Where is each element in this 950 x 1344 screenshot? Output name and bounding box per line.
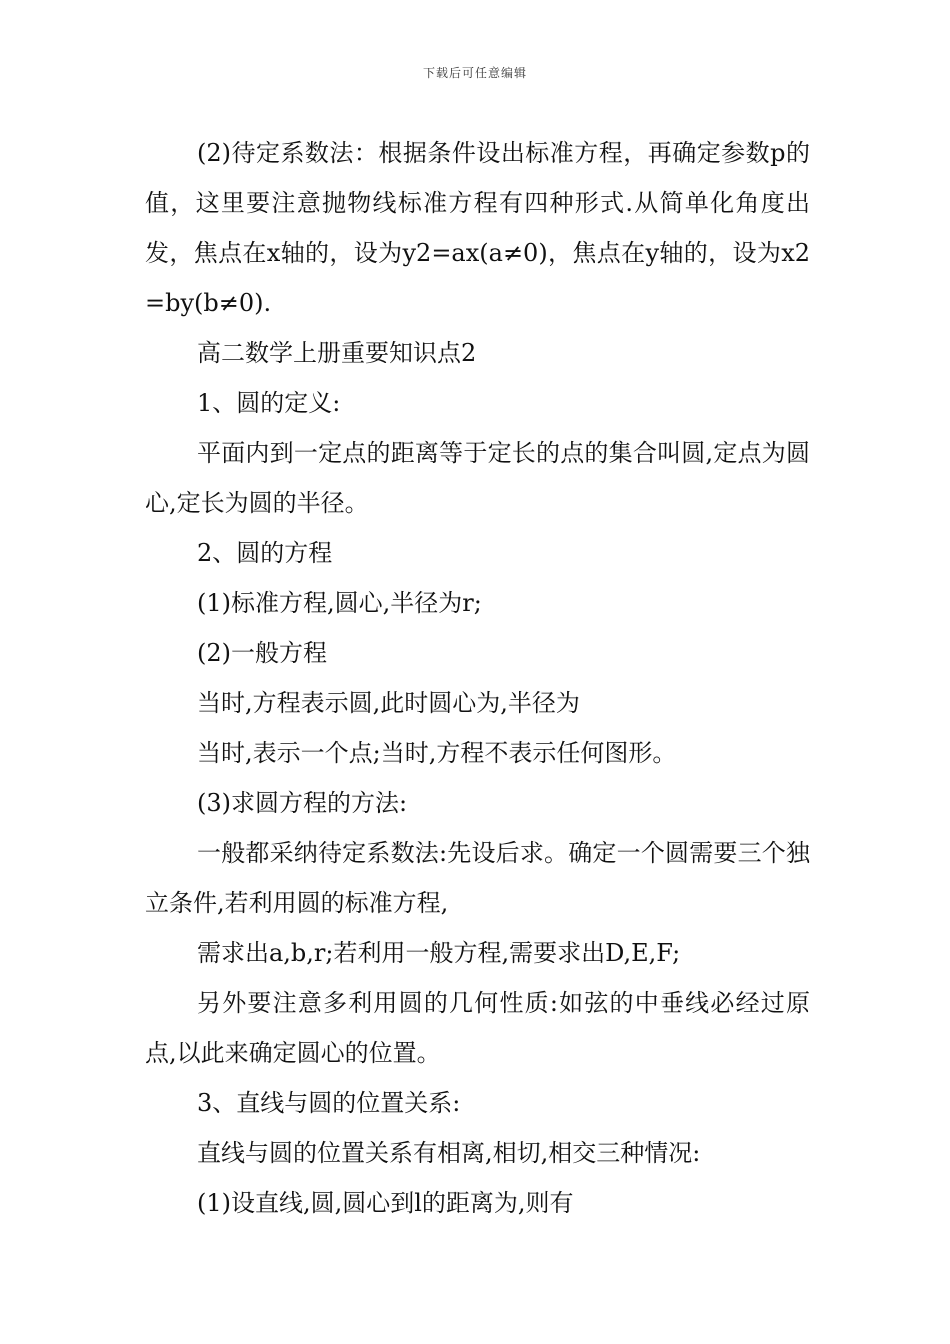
paragraph-general-case-point: 当时,表示一个点;当时,方程不表示任何图形。 — [197, 739, 677, 767]
heading-method: (3)求圆方程的方法: — [197, 789, 408, 817]
heading-line-circle-relation: 3、直线与圆的位置关系: — [197, 1089, 461, 1117]
paragraph-method-undetermined-coefficients: (2)待定系数法：根据条件设出标准方程，再确定参数p的值，这里要注意抛物线标准方程有四种形式.从简单化角度出发，焦点在x轴的，设为y2=ax(a≠0)，焦点在y轴的，设为x2=by(b≠0). — [145, 139, 810, 317]
paragraph-distance-condition: (1)设直线,圆,圆心到l的距离为,则有 — [197, 1189, 574, 1217]
paragraph-circle-definition: 平面内到一定点的距离等于定长的点的集合叫圆,定点为圆心,定长为圆的半径。 — [145, 439, 810, 517]
section-title: 高二数学上册重要知识点2 — [197, 339, 477, 367]
paragraph-method-parameters: 需求出a,b,r;若利用一般方程,需要求出D,E,F; — [197, 939, 681, 967]
heading-circle-definition: 1、圆的定义: — [197, 389, 341, 417]
paragraph-standard-equation: (1)标准方程,圆心,半径为r; — [197, 589, 482, 617]
paragraph-general-equation: (2)一般方程 — [197, 639, 327, 667]
paragraph-general-case-circle: 当时,方程表示圆,此时圆心为,半径为 — [197, 689, 580, 717]
heading-circle-equation: 2、圆的方程 — [197, 539, 333, 567]
paragraph-relation-cases: 直线与圆的位置关系有相离,相切,相交三种情况: — [197, 1139, 701, 1167]
paragraph-method-description: 一般都采纳待定系数法:先设后求。确定一个圆需要三个独立条件,若利用圆的标准方程, — [145, 839, 810, 917]
page-header: 下载后可任意编辑 — [422, 66, 527, 80]
document-body — [145, 128, 810, 1228]
paragraph-geometry-note: 另外要注意多利用圆的几何性质:如弦的中垂线必经过原点,以此来确定圆心的位置。 — [145, 989, 810, 1067]
